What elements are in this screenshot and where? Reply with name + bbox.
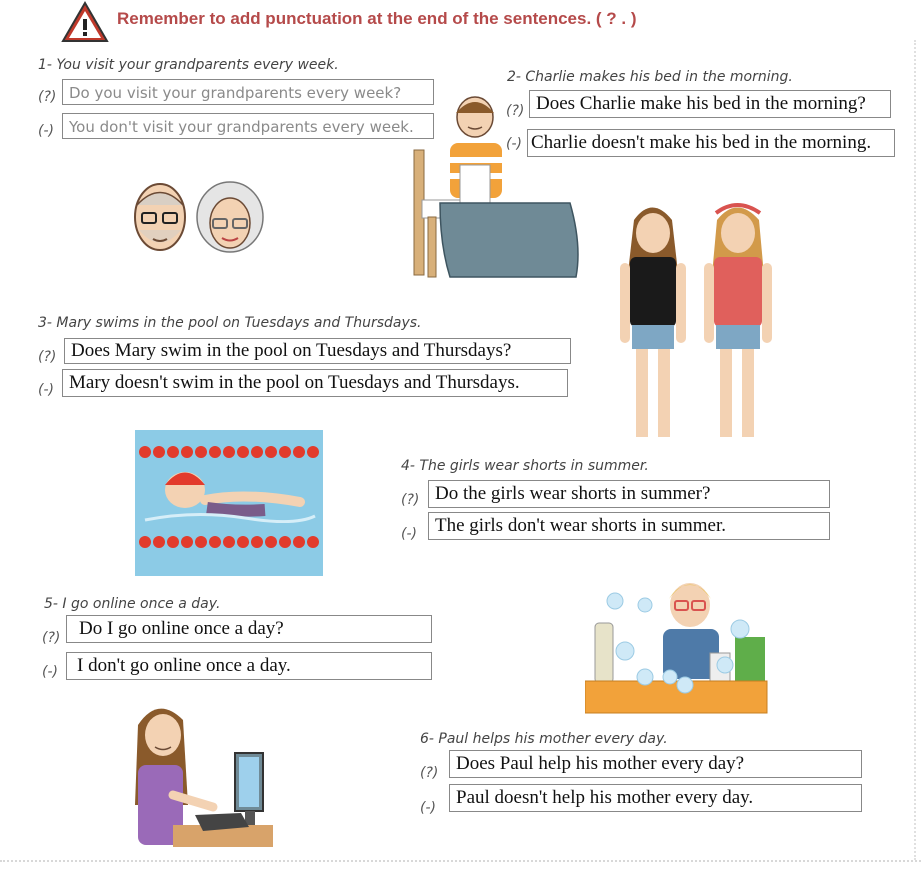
exercise-3-prompt: 3- Mary swims in the pool on Tuesdays and Thursdays. xyxy=(38,315,422,331)
exercise-4-negative-mark: (-) xyxy=(401,526,417,542)
grandparents-illustration xyxy=(125,175,270,260)
exercise-2-negative-answer[interactable]: Charlie doesn't make his bed in the morning. xyxy=(527,129,895,157)
girls-illustration xyxy=(612,195,787,450)
warning-icon xyxy=(60,0,110,44)
exercise-1-negative-mark: (-) xyxy=(38,123,54,139)
exercise-6-prompt: 6- Paul helps his mother every day. xyxy=(420,731,668,747)
exercise-2-question-mark: (?) xyxy=(506,103,525,119)
exercise-4-negative-answer[interactable]: The girls don't wear shorts in summer. xyxy=(428,512,830,540)
exercise-1-prompt: 1- You visit your grandparents every week. xyxy=(38,57,339,73)
exercise-1-question-answer[interactable]: Do you visit your grandparents every week? xyxy=(62,79,434,105)
exercise-1-question-mark: (?) xyxy=(38,89,57,105)
exercise-2-question-answer[interactable]: Does Charlie make his bed in the morning? xyxy=(529,90,891,118)
exercise-3-negative-answer[interactable]: Mary doesn't swim in the pool on Tuesdays and Thursdays. xyxy=(62,369,568,397)
exercise-6-negative-mark: (-) xyxy=(420,800,436,816)
exercise-3-question-answer[interactable]: Does Mary swim in the pool on Tuesdays and Thursdays? xyxy=(64,338,571,364)
exercise-2-prompt: 2- Charlie makes his bed in the morning. xyxy=(507,69,793,85)
exercise-5-question-answer[interactable]: Do I go online once a day? xyxy=(66,615,432,643)
instruction-text: Remember to add punctuation at the end of the sentences. ( ? . ) xyxy=(117,9,637,28)
page-bottom-border xyxy=(0,860,921,864)
paul-dishes-illustration xyxy=(585,565,770,715)
swimmer-illustration xyxy=(135,430,323,576)
exercise-5-negative-mark: (-) xyxy=(42,664,58,680)
exercise-6-question-answer[interactable]: Does Paul help his mother every day? xyxy=(449,750,862,778)
exercise-5-question-mark: (?) xyxy=(42,630,61,646)
exercise-4-question-answer[interactable]: Do the girls wear shorts in summer? xyxy=(428,480,830,508)
exercise-4-prompt: 4- The girls wear shorts in summer. xyxy=(401,458,649,474)
exercise-1-negative-answer[interactable]: You don't visit your grandparents every week. xyxy=(62,113,434,139)
exercise-5-prompt: 5- I go online once a day. xyxy=(44,596,221,612)
exercise-6-question-mark: (?) xyxy=(420,765,439,781)
exercise-3-negative-mark: (-) xyxy=(38,382,54,398)
exercise-6-negative-answer[interactable]: Paul doesn't help his mother every day. xyxy=(449,784,862,812)
girl-computer-illustration xyxy=(133,695,273,847)
charlie-bed-illustration xyxy=(410,95,585,280)
exercise-4-question-mark: (?) xyxy=(401,492,420,508)
exercise-2-negative-mark: (-) xyxy=(506,136,522,152)
exercise-3-question-mark: (?) xyxy=(38,349,57,365)
page-right-border xyxy=(914,40,918,860)
exercise-5-negative-answer[interactable]: I don't go online once a day. xyxy=(66,652,432,680)
